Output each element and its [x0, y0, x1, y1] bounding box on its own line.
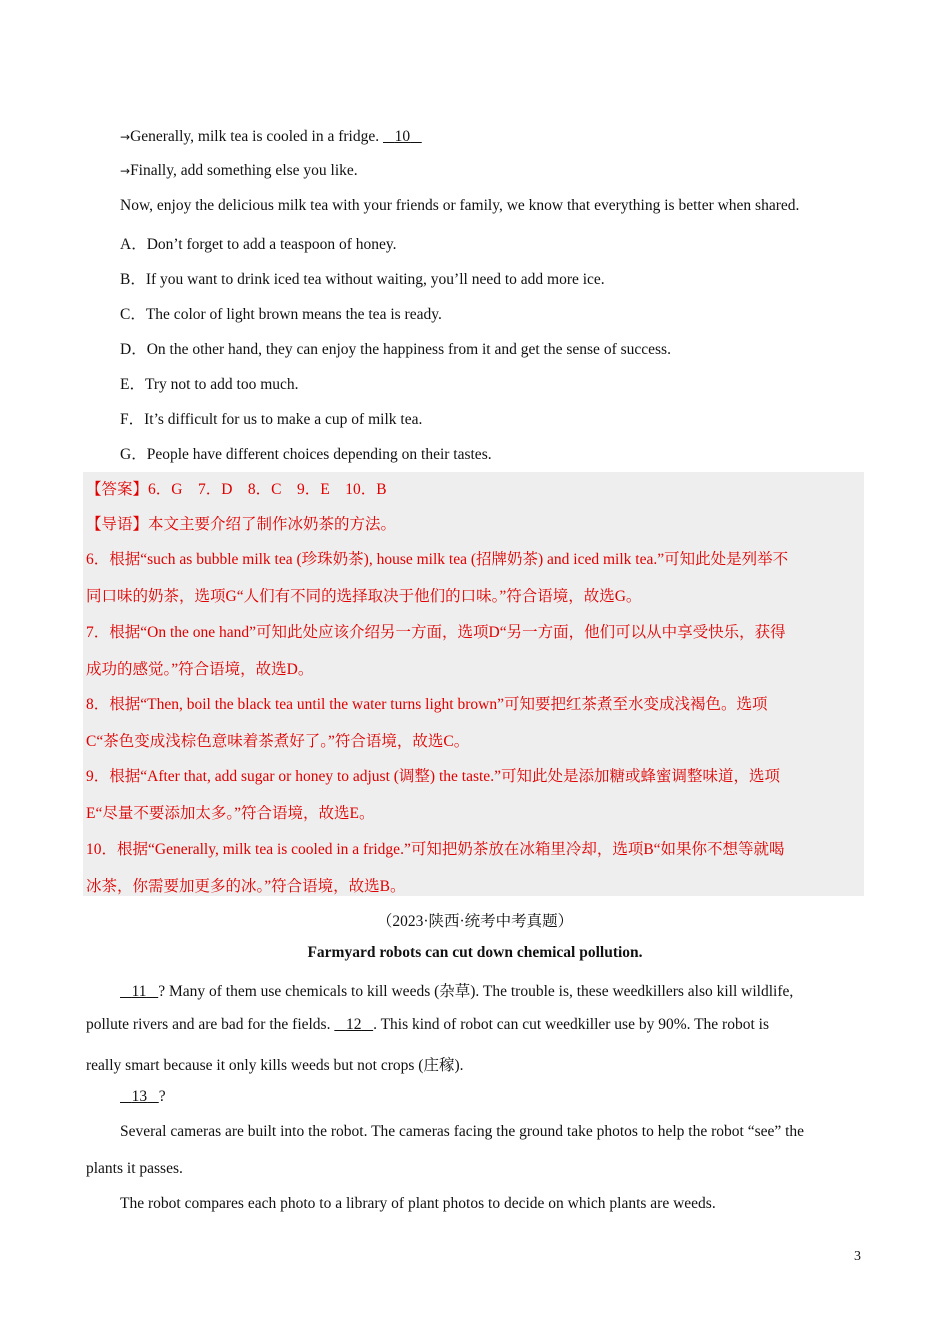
explanation-7-line2: 成功的感觉。”符合语境，故选D。: [86, 661, 314, 678]
explanation-8-line2: C“茶色变成浅棕色意味着茶煮好了。”符合语境，故选C。: [86, 733, 470, 750]
explanation-6-line1: 6．根据“such as bubble milk tea (珍珠奶茶), house milk tea (招牌奶茶) and iced milk tea.”可知此处是列举不: [86, 551, 789, 568]
option-a: A．Don’t forget to add a teaspoon of honey.: [120, 236, 397, 253]
blank-11: 11: [131, 983, 147, 1000]
explanation-7-line1: 7．根据“On the one hand”可知此处应该介绍另一方面，选项D“另一方面，他们可以从中享受快乐，获得: [86, 624, 786, 641]
option-f: F．It’s difficult for us to make a cup of milk tea.: [120, 411, 423, 428]
passage-p2: 13 ?: [120, 1088, 166, 1106]
passage-p1-line2: pollute rivers and are bad for the fields. 12 . This kind of robot can cut weedkiller use by 90%. The robot is: [86, 1016, 769, 1033]
source-note: （2023·陕西·统考中考真题）: [376, 913, 574, 930]
page-number: 3: [854, 1249, 861, 1264]
step-final: →Finally, add something else you like.: [120, 162, 358, 179]
arrow-icon: →: [120, 130, 131, 144]
answer-line: [86, 477, 387, 499]
passage-title: Farmyard robots can cut down chemical pollution.: [307, 944, 643, 961]
passage-p3-line2: plants it passes.: [86, 1160, 183, 1177]
passage-p1-line3: really smart because it only kills weeds but not crops (庄稼).: [86, 1057, 464, 1074]
explanation-6-line2: 同口味的奶茶，选项G“人们有不同的选择取决于他们的口味。”符合语境，故选G。: [86, 588, 642, 605]
explanation-8-line1: 8．根据“Then, boil the black tea until the water turns light brown”可知要把红茶煮至水变成浅褐色。选项: [86, 696, 768, 713]
explanation-10-line1: 10．根据“Generally, milk tea is cooled in a fridge.”可知把奶茶放在冰箱里冷却，选项B“如果你不想等就喝: [86, 841, 785, 858]
option-d: D．On the other hand, they can enjoy the happiness from it and get the sense of success.: [120, 341, 671, 358]
passage-p4: The robot compares each photo to a library of plant photos to decide on which plants are weeds.: [120, 1195, 716, 1212]
closing-sentence: Now, enjoy the delicious milk tea with your friends or family, we know that everything is better when shared.: [120, 197, 800, 214]
guide-text: 本文主要介绍了制作冰奶茶的方法。: [148, 516, 397, 533]
answer-box: [83, 472, 864, 896]
blank-10: 10: [394, 128, 411, 145]
passage-p1-line1: 11 ? Many of them use chemicals to kill weeds (杂草). The trouble is, these weedkillers also kill wildlife,: [120, 979, 793, 1001]
blank-13: 13: [131, 1088, 148, 1105]
option-b: B．If you want to drink iced tea without waiting, you’ll need to add more ice.: [120, 271, 605, 288]
answer-text: 6．G 7．D 8．C 9．E 10．B: [148, 481, 387, 498]
explanation-9-line1: 9．根据“After that, add sugar or honey to adjust (调整) the taste.”可知此处是添加糖或蜂蜜调整味道，选项: [86, 768, 780, 785]
blank-12: 12: [345, 1016, 362, 1033]
passage-p3-line1: Several cameras are built into the robot. The cameras facing the ground take photos to help the robot “see” the: [120, 1123, 805, 1140]
arrow-icon: →: [120, 164, 131, 178]
explanation-9-line2: E“尽量不要添加太多。”符合语境，故选E。: [86, 805, 375, 822]
step-10: →Generally, milk tea is cooled in a fridge. 10: [120, 128, 422, 146]
answer-label: 【答案】: [86, 481, 149, 498]
option-g: G．People have different choices depending on their tastes.: [120, 446, 492, 463]
option-e: E．Try not to add too much.: [120, 376, 299, 393]
guide-label: 【导语】: [86, 516, 149, 533]
option-c: C．The color of light brown means the tea is ready.: [120, 306, 442, 323]
guide-line: [86, 512, 396, 534]
explanation-10-line2: 冰茶，你需要加更多的冰。”符合语境，故选B。: [86, 878, 406, 895]
